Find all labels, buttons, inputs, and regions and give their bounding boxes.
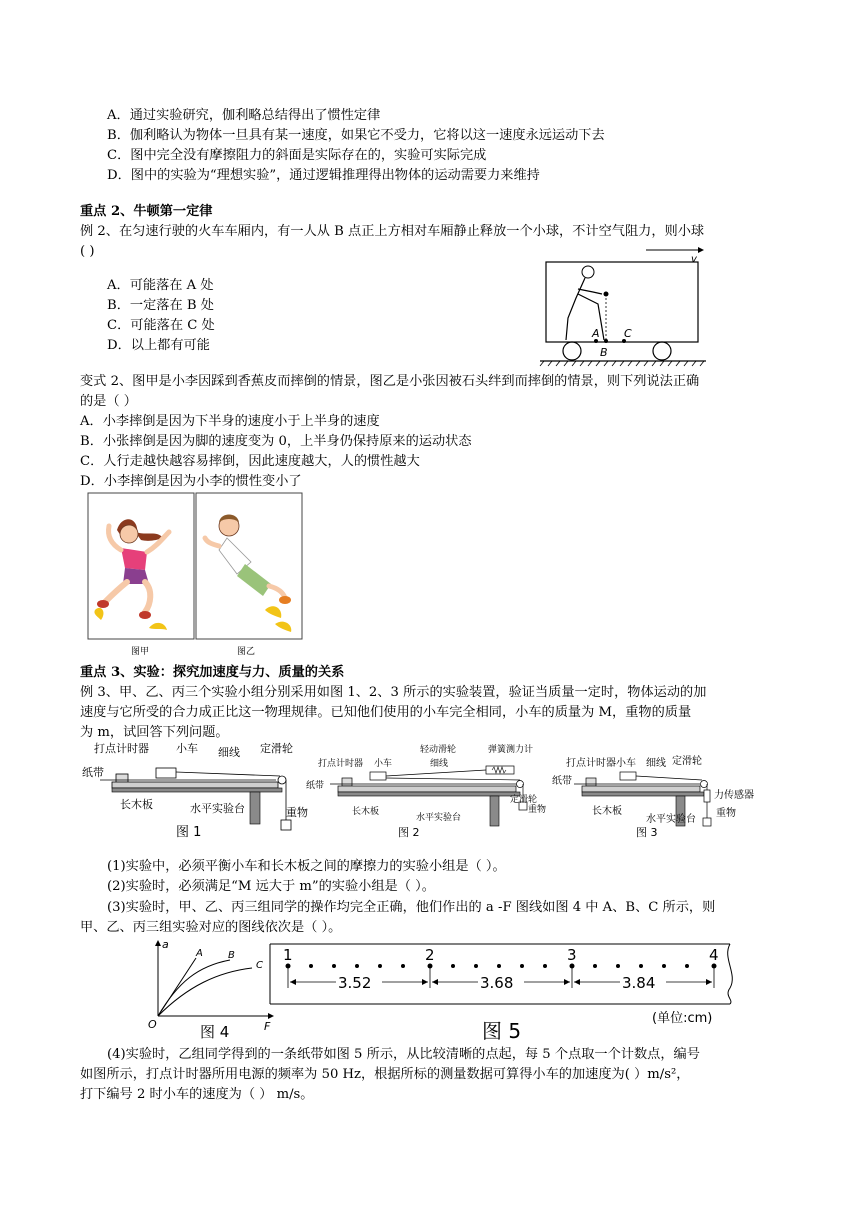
section-2-title: 重点 2、牛顿第一定律 [80, 204, 213, 219]
fig4-axis-a: a [162, 938, 169, 951]
question-3-line-1: (3)实验时，甲、乙、丙三组同学的操作均完全正确，他们作出的 a -F 图线如图 4 中 A、B、C 所示，则 [107, 900, 716, 915]
fig4-origin: O [148, 1018, 157, 1031]
fig5-distance-2: 3.68 [480, 974, 514, 992]
fig5-distance-3: 3.84 [622, 974, 656, 992]
fig2-pulley-label: 定滑轮 [510, 795, 538, 805]
point-b-label: B [600, 346, 608, 359]
section-3-title: 重点 3、实验：探究加速度与力、质量的关系 [80, 665, 345, 680]
fig5-distance-1: 3.52 [338, 974, 372, 992]
fig1-string-label: 细线 [218, 746, 240, 759]
question-1: (1)实验中，必须平衡小车和长木板之间的摩擦力的实验小组是（ ）。 [107, 859, 506, 874]
fig3-sensor-label: 力传感器 [714, 790, 754, 801]
fig5-point-4: 4 [709, 946, 719, 964]
fig3-string-label: 细线 [646, 758, 666, 769]
falling-people-figure [87, 492, 303, 662]
var2-option-c: C．人行走越快越容易摔倒，因此速度越大，人的惯性越大 [80, 454, 420, 469]
velocity-label: v [691, 254, 697, 265]
girl-slipping-illustration [94, 519, 169, 630]
figure-yi-caption: 图乙 [237, 647, 256, 657]
fig2-board-label: 长木板 [352, 807, 380, 817]
var2-option-d: D．小李摔倒是因为小李的惯性变小了 [80, 474, 302, 489]
fig5-unit: (单位:cm) [652, 1011, 713, 1026]
option-c-top: C．图中完全没有摩擦阻力的斜面是实际存在的，实验可实际完成 [107, 148, 487, 163]
example-3-line-3: 为 m，试回答下列问题。 [80, 725, 229, 740]
fig5-point-3: 3 [567, 946, 577, 964]
figure-4-graph [148, 938, 278, 1034]
option-d-top: D．图中的实验为“理想实验”，通过逻辑推理得出物体的运动需要力来维持 [107, 168, 540, 183]
point-a-label: A [592, 327, 600, 340]
fig3-caption: 图 3 [636, 826, 658, 839]
question-2: (2)实验时，必须满足“M 远大于 m”的实验小组是（ ）。 [107, 879, 435, 894]
fig1-cart-label: 小车 [176, 742, 198, 755]
question-4-line-1: (4)实验时，乙组同学得到的一条纸带如图 5 所示，从比较清晰的点起，每 5 个点取一个计数点，编号 [107, 1047, 700, 1062]
ex2-option-a: A．可能落在 A 处 [107, 278, 214, 293]
ex2-option-c: C．可能落在 C 处 [107, 318, 215, 333]
fig4-caption: 图 4 [200, 1023, 230, 1041]
fig1-caption: 图 1 [176, 825, 202, 840]
fig2-weight-label: 重物 [528, 805, 547, 815]
fig3-table-label: 水平实验台 [646, 814, 696, 825]
question-4-line-2: 如图所示，打点计时器所用电源的频率为 50 Hz，根据所标的测量数据可算得小车的加速度为( ）m/s²， [80, 1067, 690, 1082]
fig4-axis-f: F [264, 1020, 271, 1033]
figure-3-apparatus [552, 754, 754, 839]
question-4-line-3: 打下编号 2 时小车的速度为（ ） m/s。 [80, 1087, 314, 1102]
train-car-figure [538, 244, 708, 368]
example-3-line-2: 速度与它所受的合力成正比这一物理规律。已知他们使用的小车完全相同，小车的质量为 M，重物的质量 [80, 705, 692, 720]
fig5-point-2: 2 [425, 946, 435, 964]
fig3-cart-label: 小车 [616, 758, 636, 769]
example-2-line-2: ( ) [80, 244, 95, 259]
fig5-caption: 图 5 [482, 1019, 522, 1042]
example-3-line-1: 例 3、甲、乙、丙三个实验小组分别采用如图 1、2、3 所示的实验装置，验证当质量一定时，物体运动的加 [80, 685, 707, 700]
fig2-spring-scale-label: 弹簧测力计 [488, 745, 534, 755]
ex2-option-b: B．一定落在 B 处 [107, 298, 214, 313]
apparatus-figures [80, 740, 760, 844]
figure-1-apparatus [82, 741, 308, 840]
option-a-top: A．通过实验研究，伽利略总结得出了惯性定律 [107, 108, 381, 123]
fig4-line-a: A [196, 948, 203, 959]
fig2-cart-label: 小车 [374, 759, 393, 769]
fig1-weight-label: 重物 [286, 806, 308, 819]
figure-5-tape [268, 938, 738, 1042]
boy-tripping-illustration [205, 515, 291, 633]
figure-jia-caption: 图甲 [131, 647, 150, 657]
fig1-table-label: 水平实验台 [190, 802, 245, 815]
var2-option-b: B．小张摔倒是因为脚的速度变为 0，上半身仍保持原来的运动状态 [80, 434, 472, 449]
fig4-line-c: C [256, 960, 263, 971]
fig3-tape-label: 纸带 [552, 776, 572, 787]
fig1-timer-label: 打点计时器 [94, 742, 149, 755]
example-2-line-1: 例 2、在匀速行驶的火车车厢内，有一人从 B 点正上方相对车厢静止释放一个小球，不计空气阻力，则小球 [80, 224, 705, 239]
fig2-string-label: 细线 [430, 759, 449, 769]
ex2-option-d: D．以上都有可能 [107, 338, 210, 353]
fig5-point-1: 1 [283, 946, 293, 964]
fig2-table-label: 水平实验台 [416, 813, 462, 823]
fig1-tape-label: 纸带 [82, 766, 104, 779]
question-3-line-2: 甲、乙、丙三组实验对应的图线依次是（ ）。 [80, 920, 342, 935]
fig3-timer-label: 打点计时器 [566, 758, 616, 769]
fig4-line-b: B [228, 950, 235, 961]
fig3-board-label: 长木板 [592, 806, 622, 817]
fig2-movable-pulley-label: 轻动滑轮 [420, 745, 457, 755]
fig2-tape-label: 纸带 [306, 781, 325, 791]
option-b-top: B．伽利略认为物体一旦具有某一速度，如果它不受力，它将以这一速度永远运动下去 [107, 128, 605, 143]
fig2-timer-label: 打点计时器 [318, 759, 364, 769]
var2-option-a: A．小李摔倒是因为下半身的速度小于上半身的速度 [80, 414, 380, 429]
variant-2-line-1: 变式 2、图甲是小李因踩到香蕉皮而摔倒的情景，图乙是小张因被石头绊到而摔倒的情景，则下列说法正确 [80, 374, 700, 389]
fig2-caption: 图 2 [398, 826, 420, 839]
fig1-pulley-label: 定滑轮 [260, 742, 293, 755]
fig3-pulley-label: 定滑轮 [672, 756, 702, 767]
fig1-board-label: 长木板 [120, 798, 153, 811]
variant-2-line-2: 的是（ ） [80, 394, 137, 409]
point-c-label: C [624, 327, 632, 340]
figure-2-apparatus [306, 743, 546, 839]
fig3-weight-label: 重物 [716, 808, 736, 819]
